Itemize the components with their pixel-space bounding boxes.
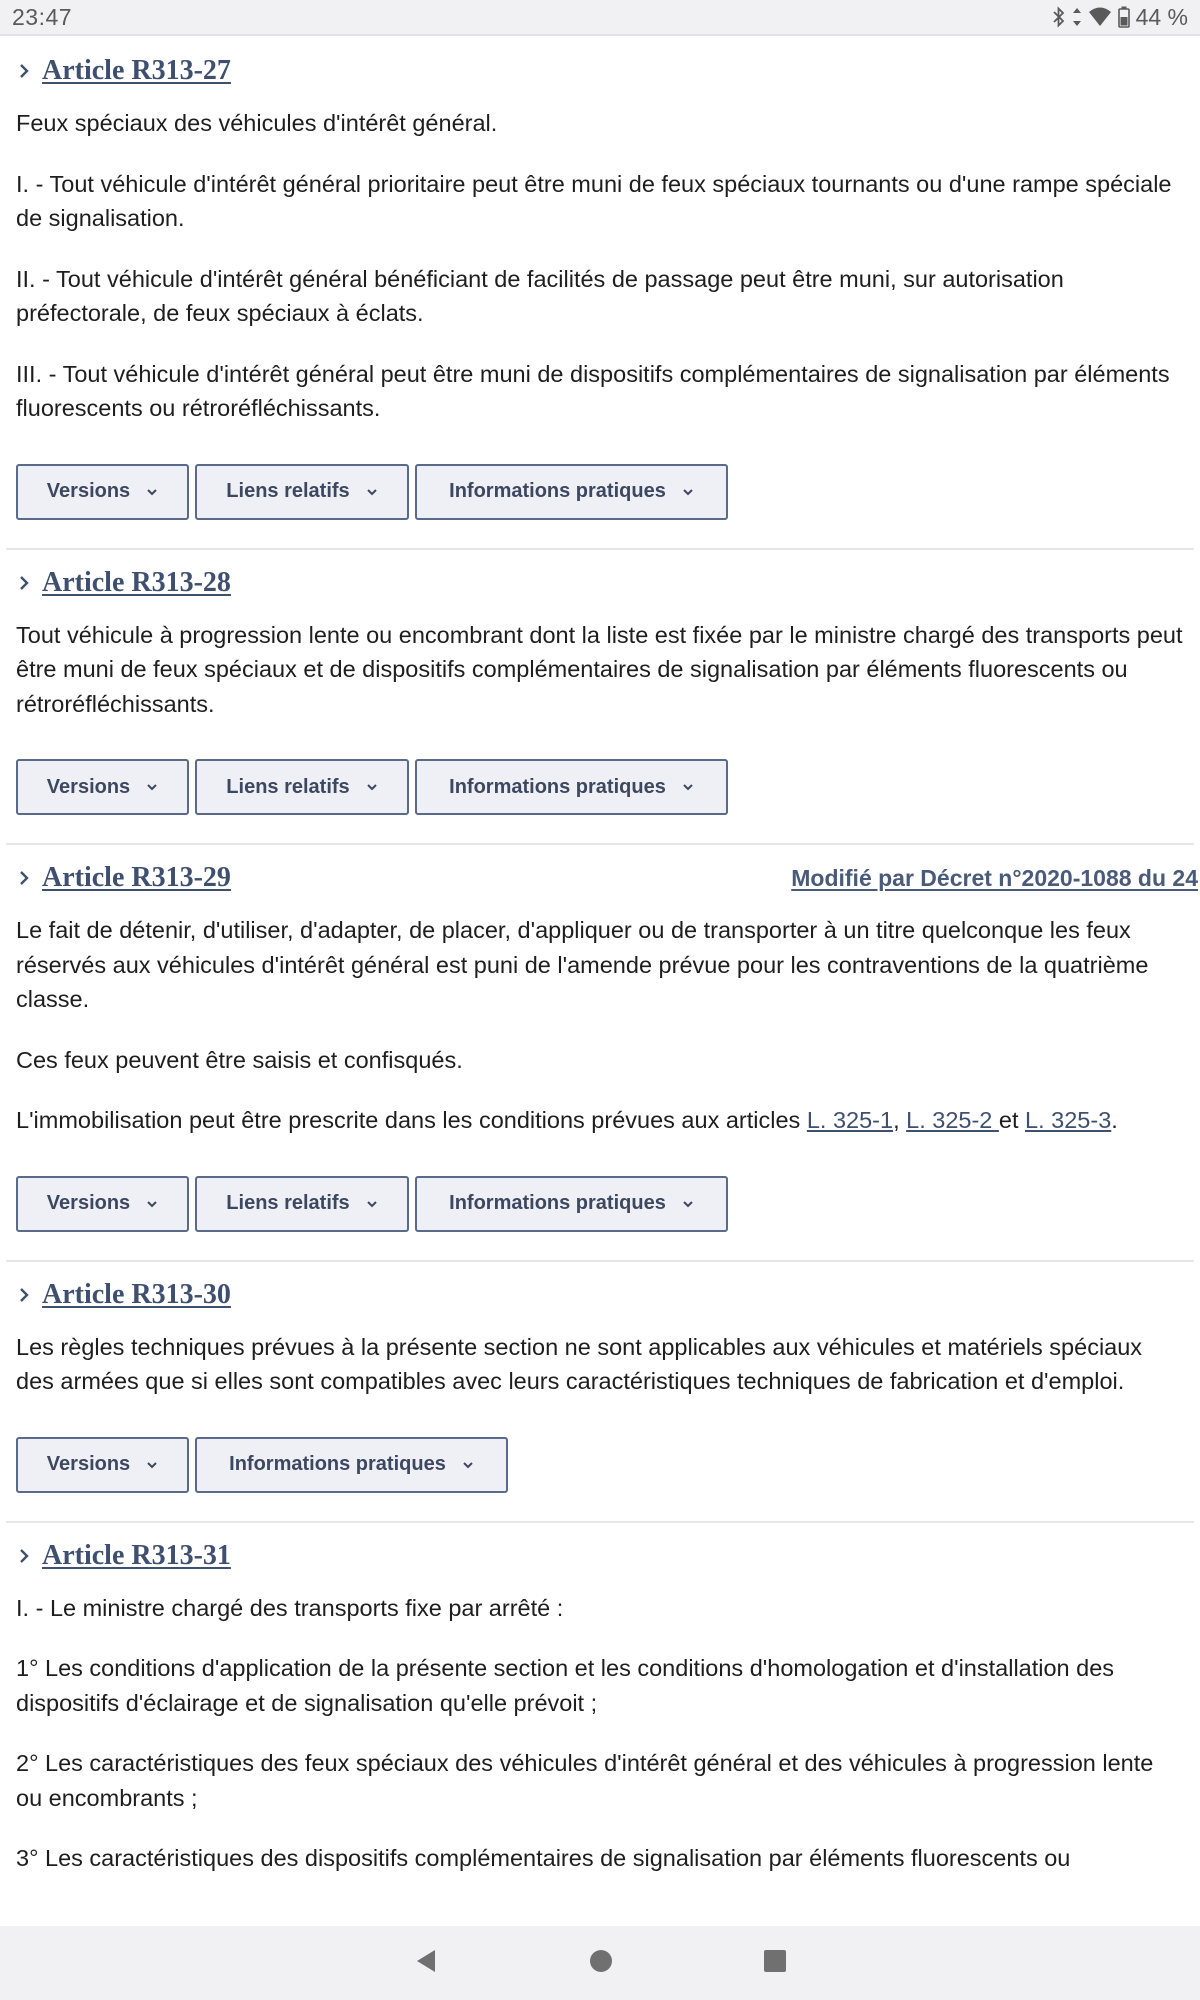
chevron-right-icon[interactable]	[16, 63, 32, 79]
status-icons	[1052, 4, 1188, 31]
chevron-down-icon	[366, 1200, 378, 1208]
article-title-link[interactable]: Article R313-31	[42, 1539, 231, 1571]
paragraph-text: L'immobilisation peut être prescrite dans les conditions prévues aux articles	[16, 1107, 807, 1133]
practical-info-button[interactable]	[195, 1437, 508, 1493]
article-header	[16, 1523, 1184, 1581]
article-paragraph: III. - Tout véhicule d'intérêt général peut être muni de dispositifs complémentaires de signalisation par éléments fluorescents ou rétroréfléchissants.	[16, 360, 1170, 421]
separator: ,	[893, 1107, 907, 1133]
chevron-right-icon[interactable]	[16, 870, 32, 886]
related-links-button[interactable]	[195, 1176, 409, 1232]
status-bar	[0, 0, 1200, 36]
article-title-wrap[interactable]	[16, 1279, 231, 1311]
versions-button-label: Versions	[46, 480, 131, 502]
article-paragraph: Feux spéciaux des véhicules d'intérêt général.	[16, 110, 498, 136]
link-l325-1[interactable]: L. 325-1	[806, 1107, 894, 1133]
practical-info-button[interactable]	[415, 759, 728, 815]
article-paragraph: I. - Le ministre chargé des transports fixe par arrêté :	[16, 1594, 564, 1621]
status-time: 23:47	[12, 3, 73, 30]
chevron-down-icon	[366, 488, 378, 496]
article-r313-27	[6, 38, 1194, 550]
versions-button-label: Versions	[46, 1192, 131, 1214]
practical-info-button-label: Informations pratiques	[229, 1453, 446, 1475]
article-paragraph: Les règles techniques prévues à la présente section ne sont applicables aux véhicules et matériels spéciaux des armées que si elles sont compatibles avec leurs caractéristiques techniques de fabrication et d'emploi.	[16, 1333, 1143, 1394]
chevron-down-icon	[682, 1200, 694, 1208]
article-actions	[16, 1176, 1184, 1232]
chevron-down-icon	[366, 783, 378, 791]
article-paragraph: 1° Les conditions d'application de la présente section et les conditions d'homologation et d'installation des dispositifs d'éclairage et de signalisation qu'elle prévoit ;	[16, 1655, 1115, 1716]
versions-button-label: Versions	[46, 775, 131, 798]
article-paragraph: Ces feux peuvent être saisis et confisqués.	[16, 1046, 463, 1073]
article-r313-28	[6, 550, 1194, 846]
content-area[interactable]	[0, 38, 1200, 1926]
home-icon[interactable]	[589, 1949, 613, 1978]
chevron-down-icon	[146, 783, 158, 791]
paragraph-end: .	[1111, 1107, 1118, 1133]
data-transfer-icon	[1072, 7, 1082, 27]
article-title-link[interactable]: Article R313-28	[42, 566, 231, 598]
article-header	[16, 550, 1184, 608]
article-header	[16, 1262, 1184, 1320]
article-actions	[16, 1437, 1184, 1493]
article-title-wrap[interactable]	[16, 862, 231, 894]
back-icon[interactable]	[413, 1948, 439, 1979]
article-title-link[interactable]: Article R313-29	[42, 862, 231, 893]
link-l325-3[interactable]: L. 325-3	[1025, 1107, 1112, 1133]
article-r313-30	[6, 1262, 1194, 1523]
related-links-button-label: Liens relatifs	[226, 775, 350, 798]
article-paragraph: Le fait de détenir, d'utiliser, d'adapter, de placer, d'appliquer ou de transporter à un titre quelconque les feux réservés aux véhicules d'intérêt général est puni de l'amende prévue pour les contraventions de la quatrième classe.	[16, 917, 1149, 1012]
article-actions	[16, 759, 1184, 815]
battery-icon	[1118, 6, 1130, 28]
practical-info-button-label: Informations pratiques	[449, 775, 666, 798]
article-actions	[16, 464, 1184, 520]
bluetooth-icon	[1052, 6, 1066, 28]
separator: et	[998, 1107, 1026, 1133]
chevron-down-icon	[146, 488, 158, 496]
chevron-down-icon	[682, 783, 694, 791]
related-links-button-label: Liens relatifs	[226, 480, 350, 502]
chevron-right-icon[interactable]	[16, 1287, 32, 1303]
versions-button[interactable]	[16, 464, 189, 520]
versions-button[interactable]	[16, 1176, 189, 1232]
article-paragraph: 2° Les caractéristiques des feux spéciaux des véhicules d'intérêt général et des véhicules à progression lente ou encombrants ;	[16, 1750, 1154, 1811]
article-paragraph-with-links	[16, 1103, 1184, 1138]
practical-info-button[interactable]	[415, 1176, 728, 1232]
modification-link[interactable]: Modifié par Décret n°2020-1088 du 24	[791, 864, 1198, 891]
practical-info-button-label: Informations pratiques	[449, 480, 666, 502]
article-title-link[interactable]: Article R313-30	[42, 1278, 231, 1310]
article-header	[16, 845, 1198, 903]
article-r313-29	[6, 845, 1198, 1262]
link-l325-2[interactable]: L. 325-2	[906, 1107, 999, 1133]
article-paragraph: II. - Tout véhicule d'intérêt général bénéficiant de facilités de passage peut être muni, sur autorisation préfectorale, de feux spéciaux à éclats.	[16, 265, 1064, 326]
related-links-button[interactable]	[195, 759, 409, 815]
article-r313-31	[6, 1523, 1194, 1876]
article-header	[16, 38, 1184, 96]
chevron-down-icon	[462, 1461, 474, 1469]
article-title-wrap[interactable]	[16, 1540, 231, 1572]
chevron-right-icon[interactable]	[16, 1548, 32, 1564]
battery-percent: 44 %	[1135, 3, 1188, 30]
wifi-icon	[1088, 7, 1112, 27]
article-title-wrap[interactable]	[16, 567, 231, 599]
practical-info-button-label: Informations pratiques	[449, 1192, 666, 1214]
article-paragraph: Tout véhicule à progression lente ou encombrant dont la liste est fixée par le ministre chargé des transports peut être muni de feux spéciaux et de dispositifs complémentaires de signalisation par éléments fluorescents ou rétroréfléchissants.	[16, 621, 1183, 717]
related-links-button[interactable]	[195, 464, 409, 520]
navigation-bar	[0, 1926, 1200, 2000]
article-title-link[interactable]: Article R313-27	[42, 55, 231, 86]
article-paragraph: I. - Tout véhicule d'intérêt général prioritaire peut être muni de feux spéciaux tournants ou d'une rampe spéciale de signalisation.	[16, 170, 1172, 231]
versions-button-label: Versions	[46, 1453, 131, 1475]
practical-info-button[interactable]	[415, 464, 728, 520]
chevron-right-icon[interactable]	[16, 575, 32, 591]
chevron-down-icon	[146, 1200, 158, 1208]
recents-icon[interactable]	[763, 1949, 787, 1978]
versions-button[interactable]	[16, 759, 189, 815]
related-links-button-label: Liens relatifs	[226, 1192, 350, 1214]
versions-button[interactable]	[16, 1437, 189, 1493]
article-paragraph: 3° Les caractéristiques des dispositifs complémentaires de signalisation par éléments fluorescents ou	[16, 1845, 1071, 1871]
chevron-down-icon	[146, 1461, 158, 1469]
article-title-wrap[interactable]	[16, 55, 231, 87]
chevron-down-icon	[682, 488, 694, 496]
